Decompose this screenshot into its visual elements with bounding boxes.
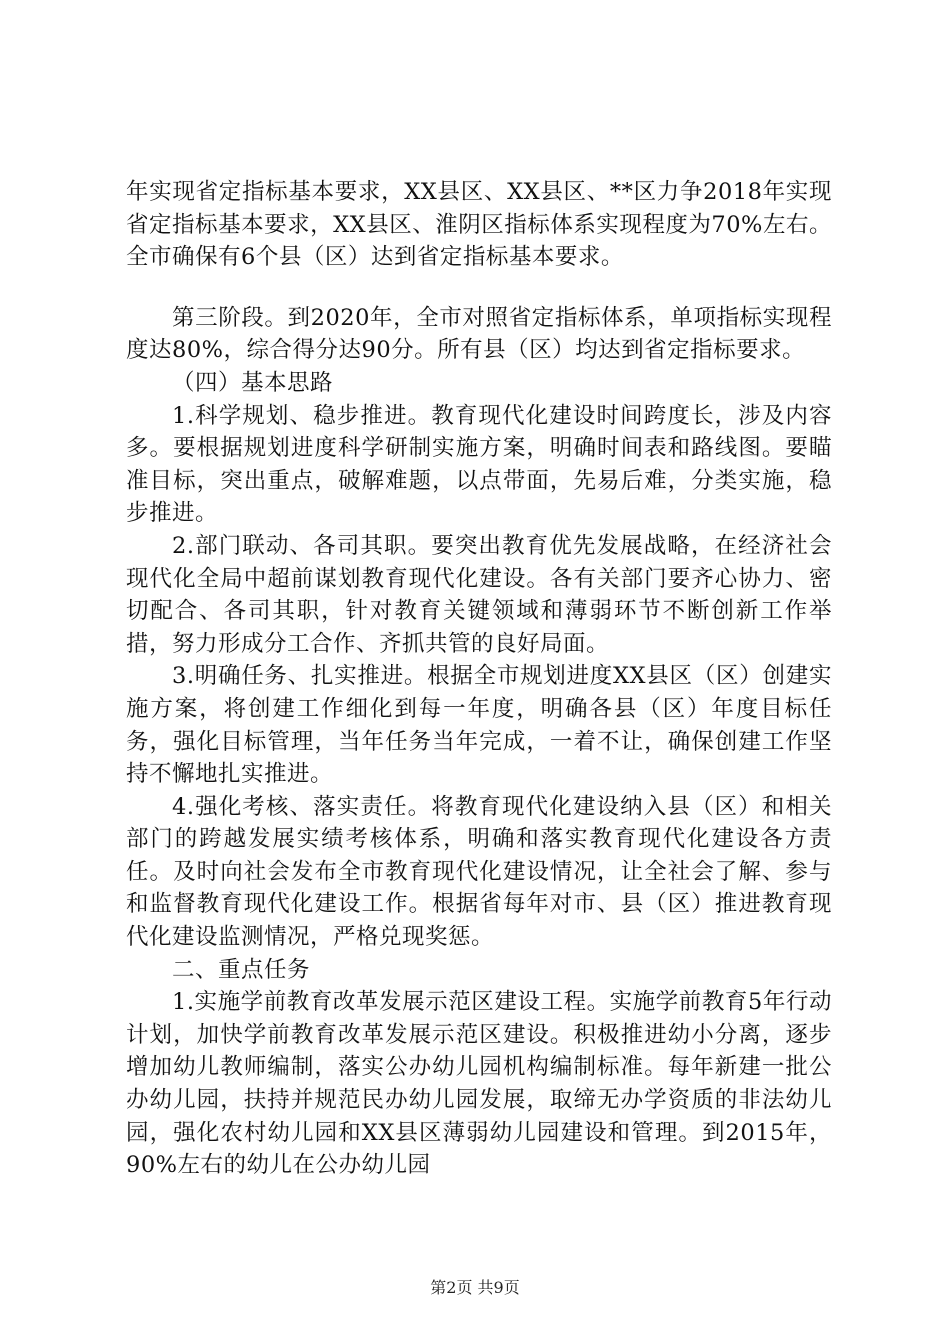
document-body: [126, 176, 832, 1182]
paragraph-item-4: 4.强化考核、落实责任。将教育现代化建设纳入县（区）和相关部门的跨越发展实绩考核体系，明确和落实教育现代化建设各方责任。及时向社会发布全市教育现代化建设情况，让全社会了解、参与和监督教育现代化建设工作。根据省每年对市、县（区）推进教育现代化建设监测情况，严格兑现奖惩。: [126, 793, 832, 951]
paragraph-continuation: 年实现省定指标基本要求，XX县区、XX县区、**区力争2018年实现省定指标基本要求，XX县区、淮阴区指标体系实现程度为70%左右。全市确保有6个县（区）达到省定指标基本要求。: [126, 179, 832, 271]
paragraph-item-1: 1.科学规划、稳步推进。教育现代化建设时间跨度长，涉及内容多。要根据规划进度科学研制实施方案，明确时间表和路线图。要瞄准目标，突出重点，破解难题，以点带面，先易后难，分类实施，稳步推进。: [126, 402, 832, 527]
paragraph-item-2: 2.部门联动、各司其职。要突出教育优先发展战略，在经济社会现代化全局中超前谋划教育现代化建设。各有关部门要齐心协力、密切配合、各司其职，针对教育关键领域和薄弱环节不断创新工作举措，努力形成分工合作、齐抓共管的良好局面。: [126, 532, 832, 657]
section-heading-basic-approach: （四）基本思路: [172, 369, 334, 396]
section-heading-key-tasks: 二、重点任务: [172, 956, 311, 983]
paragraph-item-3: 3.明确任务、扎实推进。根据全市规划进度XX县区（区）创建实施方案，将创建工作细化到每一年度，明确各县（区）年度目标任务，强化目标管理，当年任务当年完成，一着不让，确保创建工作坚持不懈地扎实推进。: [126, 663, 832, 788]
paragraph-task-1: 1.实施学前教育改革发展示范区建设工程。实施学前教育5年行动计划，加快学前教育改革发展示范区建设。积极推进幼小分离，逐步增加幼儿教师编制，落实公办幼儿园机构编制标准。每年新建一批公办幼儿园，扶持并规范民办幼儿园发展，取缔无办学资质的非法幼儿园，强化农村幼儿园和XX县区薄弱幼儿园建设和管理。到2015年，90%左右的幼儿在公办幼儿园: [126, 989, 832, 1179]
page-number-footer: 第2页 共9页: [430, 1278, 520, 1297]
paragraph-phase-three: 第三阶段。到2020年，全市对照省定指标体系，单项指标实现程度达80%，综合得分达90分。所有县（区）均达到省定指标要求。: [126, 304, 832, 364]
